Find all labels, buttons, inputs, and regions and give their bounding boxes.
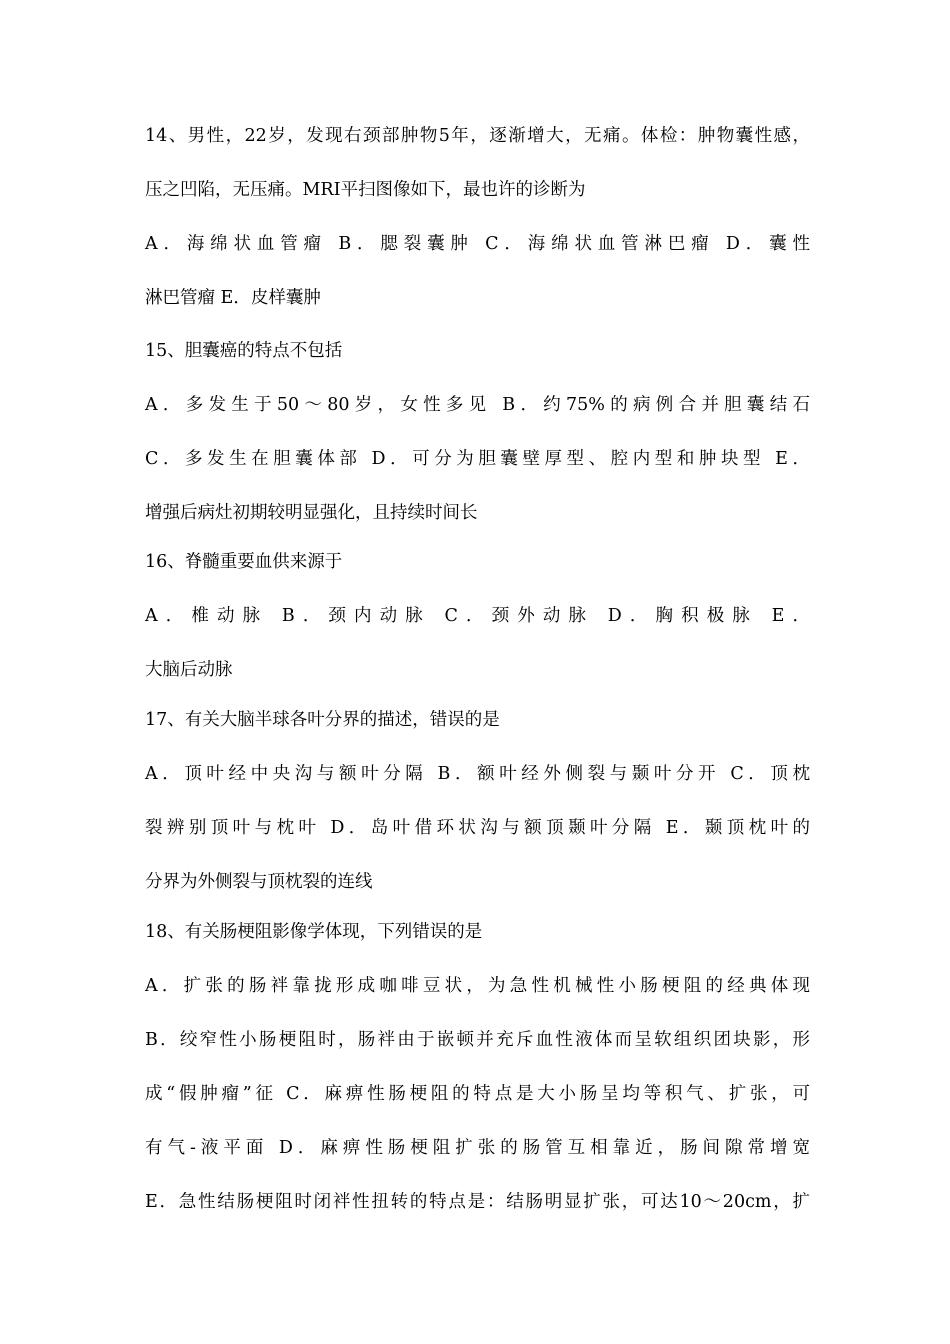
question-18-options-line-1: A．扩张的肠袢靠拢形成咖啡豆状，为急性机械性小肠梗阻的经典体现 — [145, 976, 810, 996]
question-15-options-line-1: A．多发生于50～80岁，女性多见 B．约75%的病例合并胆囊结石 — [145, 395, 810, 415]
question-18-stem: 18、有关肠梗阻影像学体现，下列错误的是 — [145, 922, 483, 942]
question-18-options-line-5: E．急性结肠梗阻时闭袢性扭转的特点是：结肠明显扩张，可达10～20cm，扩 — [145, 1192, 810, 1212]
question-17-options-line-1: A．顶叶经中央沟与额叶分隔 B．额叶经外侧裂与颞叶分开 C．顶枕 — [145, 764, 810, 784]
question-16-options-line-1: A．椎动脉 B．颈内动脉 C．颈外动脉 D．胸积极脉 E． — [145, 606, 810, 626]
question-18-options-line-4: 有气-液平面 D．麻痹性肠梗阻扩张的肠管互相靠近，肠间隙常增宽 — [145, 1138, 810, 1158]
question-18-options-line-2: B．绞窄性小肠梗阻时，肠袢由于嵌顿并充斥血性液体而呈软组织团块影，形 — [145, 1030, 810, 1050]
question-14-options-line-2: 淋巴管瘤 E．皮样囊肿 — [145, 288, 321, 308]
question-14-stem-line-2: 压之凹陷，无压痛。MRI平扫图像如下，最也许的诊断为 — [145, 180, 586, 200]
question-15-stem: 15、胆囊癌的特点不包括 — [145, 341, 343, 361]
question-14-options-line-1: A．海绵状血管瘤 B．腮裂囊肿 C．海绵状血管淋巴瘤 D．囊性 — [145, 234, 810, 254]
question-17-options-line-3: 分界为外侧裂与顶枕裂的连线 — [145, 872, 373, 892]
question-16-options-line-2: 大脑后动脉 — [145, 660, 233, 680]
question-15-options-line-2: C．多发生在胆囊体部 D．可分为胆囊壁厚型、腔内型和肿块型 E． — [145, 449, 810, 469]
question-17-stem: 17、有关大脑半球各叶分界的描述，错误的是 — [145, 710, 500, 730]
question-17-options-line-2: 裂辨别顶叶与枕叶 D．岛叶借环状沟与额顶颞叶分隔 E．颞顶枕叶的 — [145, 818, 810, 838]
question-16-stem: 16、脊髓重要血供来源于 — [145, 552, 343, 572]
question-18-options-line-3: 成“假肿瘤”征 C．麻痹性肠梗阻的特点是大小肠呈均等积气、扩张，可 — [145, 1084, 810, 1104]
question-14-stem-line-1: 14、男性，22岁，发现右颈部肿物5年，逐渐增大，无痛。体检：肿物囊性感， — [145, 126, 810, 146]
question-15-options-line-3: 增强后病灶初期较明显强化，且持续时间长 — [145, 503, 478, 523]
